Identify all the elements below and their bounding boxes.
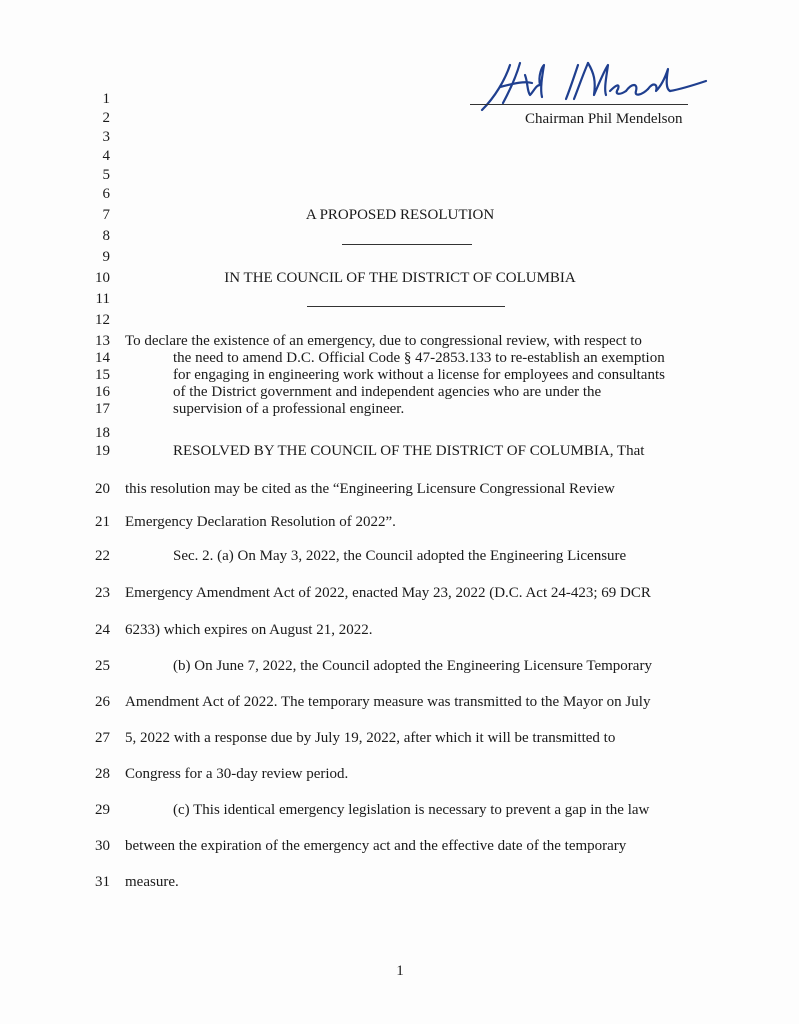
handwritten-signature bbox=[470, 55, 710, 115]
line-number: 14 bbox=[95, 350, 110, 366]
body-line: Sec. 2. (a) On May 3, 2022, the Council adopted the Engineering Licensure bbox=[173, 548, 627, 564]
page-number: 1 bbox=[396, 963, 404, 979]
line-number: 9 bbox=[102, 249, 110, 265]
line-number: 5 bbox=[102, 167, 110, 183]
line-number: 6 bbox=[102, 186, 110, 202]
line-number: 19 bbox=[95, 443, 110, 459]
body-line: Amendment Act of 2022. The temporary measure was transmitted to the Mayor on July bbox=[125, 694, 651, 710]
line-number: 30 bbox=[95, 838, 110, 854]
council-heading: IN THE COUNCIL OF THE DISTRICT OF COLUMBIA bbox=[224, 270, 576, 286]
line-number: 10 bbox=[95, 270, 110, 286]
line-number: 21 bbox=[95, 514, 110, 530]
body-line: (c) This identical emergency legislation is necessary to prevent a gap in the law bbox=[173, 802, 650, 818]
line-number: 1 bbox=[102, 91, 110, 107]
line-number: 20 bbox=[95, 481, 110, 497]
document-title: A PROPOSED RESOLUTION bbox=[305, 207, 495, 223]
body-line: Emergency Amendment Act of 2022, enacted May 23, 2022 (D.C. Act 24-423; 69 DCR bbox=[125, 585, 651, 601]
title-rule bbox=[342, 244, 472, 245]
line-number: 27 bbox=[95, 730, 110, 746]
line-number: 22 bbox=[95, 548, 110, 564]
line-number: 3 bbox=[102, 129, 110, 145]
line-number: 15 bbox=[95, 367, 110, 383]
body-line: Congress for a 30-day review period. bbox=[125, 766, 349, 782]
line-number: 8 bbox=[102, 228, 110, 244]
body-line: measure. bbox=[125, 874, 179, 890]
line-number: 13 bbox=[95, 333, 110, 349]
line-number: 31 bbox=[95, 874, 110, 890]
body-line: this resolution may be cited as the “Engineering Licensure Congressional Review bbox=[125, 481, 615, 497]
line-number: 28 bbox=[95, 766, 110, 782]
line-number: 4 bbox=[102, 148, 110, 164]
line-number: 2 bbox=[102, 110, 110, 126]
preamble-line: of the District government and independent agencies who are under the bbox=[173, 384, 602, 400]
body-line: RESOLVED BY THE COUNCIL OF THE DISTRICT OF COLUMBIA, That bbox=[173, 443, 645, 459]
line-number: 16 bbox=[95, 384, 110, 400]
preamble-line: the need to amend D.C. Official Code § 47-2853.133 to re-establish an exemption bbox=[173, 350, 665, 366]
line-number: 25 bbox=[95, 658, 110, 674]
council-rule bbox=[307, 306, 505, 307]
body-line: between the expiration of the emergency act and the effective date of the temporary bbox=[125, 838, 627, 854]
line-number: 17 bbox=[95, 401, 110, 417]
body-line: 6233) which expires on August 21, 2022. bbox=[125, 622, 373, 638]
line-number: 7 bbox=[102, 207, 110, 223]
signature-line bbox=[470, 104, 688, 105]
signature-label: Chairman Phil Mendelson bbox=[525, 111, 683, 127]
preamble-line: for engaging in engineering work without a license for employees and consultants bbox=[173, 367, 665, 383]
body-line: 5, 2022 with a response due by July 19, 2022, after which it will be transmitted to bbox=[125, 730, 616, 746]
body-line: Emergency Declaration Resolution of 2022”. bbox=[125, 514, 396, 530]
line-number: 23 bbox=[95, 585, 110, 601]
line-number: 26 bbox=[95, 694, 110, 710]
line-number: 18 bbox=[95, 425, 110, 441]
body-line: (b) On June 7, 2022, the Council adopted the Engineering Licensure Temporary bbox=[173, 658, 652, 674]
line-number: 24 bbox=[95, 622, 110, 638]
line-number: 29 bbox=[95, 802, 110, 818]
line-number: 12 bbox=[95, 312, 110, 328]
line-number: 11 bbox=[95, 291, 110, 307]
preamble-line: supervision of a professional engineer. bbox=[173, 401, 405, 417]
preamble-line: To declare the existence of an emergency, due to congressional review, with respect to bbox=[125, 333, 642, 349]
